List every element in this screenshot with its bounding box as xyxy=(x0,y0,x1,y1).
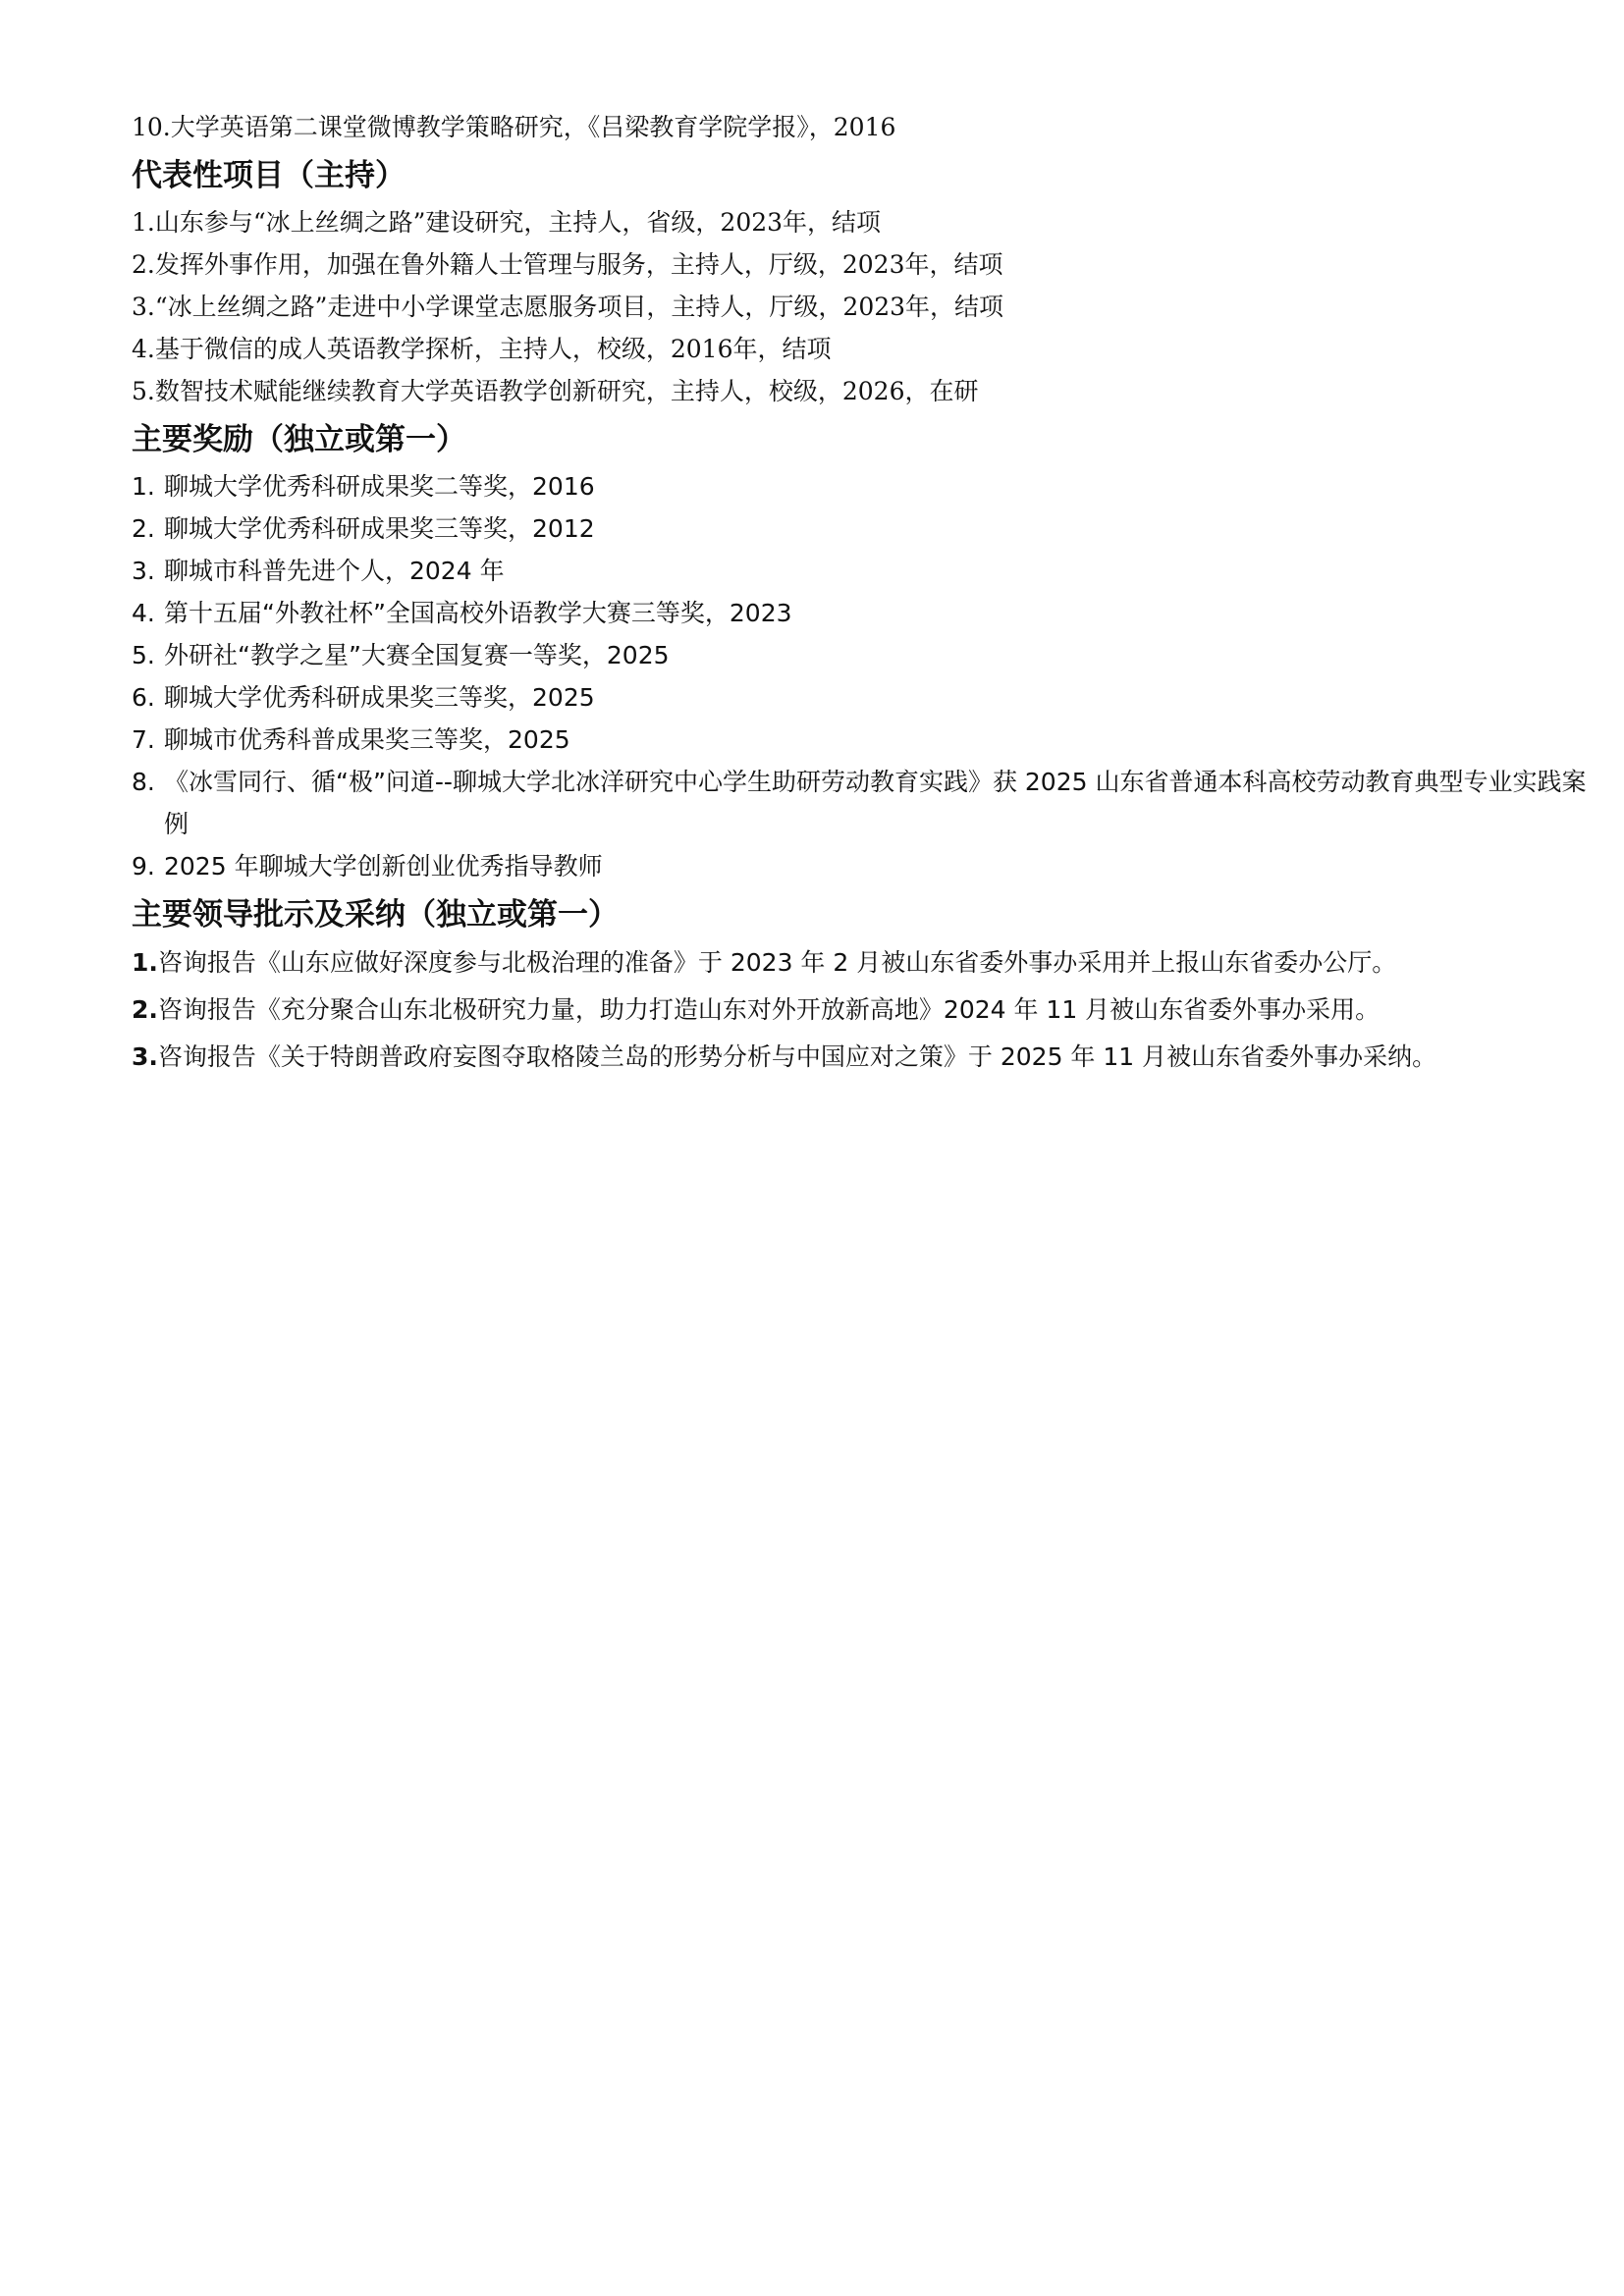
award-item-text: 聊城大学优秀科研成果奖三等奖，2012 xyxy=(164,514,595,543)
award-item-text: 聊城大学优秀科研成果奖二等奖，2016 xyxy=(164,472,595,501)
award-item-text: 第十五届“外教社杯”全国高校外语教学大赛三等奖，2023 xyxy=(164,599,792,627)
project-item xyxy=(132,201,1591,243)
advice-list xyxy=(132,940,1591,1080)
project-item-text: 山东参与“冰上丝绸之路”建设研究，主持人，省级，2023年，结项 xyxy=(154,208,882,237)
advice-item xyxy=(132,940,1591,986)
project-item xyxy=(132,370,1591,412)
project-item-number: 3. xyxy=(132,293,155,321)
award-item-text: 聊城市优秀科普成果奖三等奖，2025 xyxy=(164,725,570,754)
project-item-text: 基于微信的成人英语教学探析，主持人，校级，2016年，结项 xyxy=(154,335,832,363)
project-item-text: 数智技术赋能继续教育大学英语教学创新研究，主持人，校级，2026，在研 xyxy=(154,377,979,405)
paper-item-text: 大学英语第二课堂微博教学策略研究，《吕梁教育学院学报》，2016 xyxy=(170,113,896,141)
award-item xyxy=(132,507,1591,550)
award-item xyxy=(132,676,1591,719)
award-item xyxy=(132,845,1591,887)
advice-item-text: 咨询报告《山东应做好深度参与北极治理的准备》于 2023 年 2 月被山东省委外事办采用并上报山东省委办公厅。 xyxy=(157,948,1397,977)
award-item xyxy=(132,592,1591,634)
award-item xyxy=(132,550,1591,592)
awards-heading: 主要奖励（独立或第一） xyxy=(132,422,466,457)
award-item xyxy=(132,761,1591,845)
award-item-number: 6. xyxy=(132,683,155,712)
awards-list xyxy=(132,465,1591,887)
project-item xyxy=(132,328,1591,370)
award-item-number: 2. xyxy=(132,514,155,543)
document-content xyxy=(132,106,1591,1082)
advice-item-number: 3. xyxy=(132,1042,158,1071)
project-item-number: 5. xyxy=(132,377,155,405)
advice-item-number: 2. xyxy=(132,995,158,1024)
award-item-number: 9. xyxy=(132,852,155,881)
award-item-text: 聊城大学优秀科研成果奖三等奖，2025 xyxy=(164,683,595,712)
award-item-number: 5. xyxy=(132,641,155,669)
award-item-text: 《冰雪同行、循“极”问道--聊城大学北冰洋研究中心学生助研劳动教育实践》获 2025 山东省普通本科高校劳动教育典型专业实践案例 xyxy=(164,768,1587,838)
award-item-number: 8. xyxy=(132,768,155,796)
project-item-text: 发挥外事作用，加强在鲁外籍人士管理与服务，主持人，厅级，2023年，结项 xyxy=(154,250,1003,279)
advice-item-text: 咨询报告《关于特朗普政府妄图夺取格陵兰岛的形势分析与中国应对之策》于 2025 年 11 月被山东省委外事办采纳。 xyxy=(157,1042,1437,1071)
award-item-text: 2025 年聊城大学创新创业优秀指导教师 xyxy=(164,852,603,881)
paper-item xyxy=(132,106,1591,148)
project-item-text: “冰上丝绸之路”走进中小学课堂志愿服务项目，主持人，厅级，2023年，结项 xyxy=(154,293,1004,321)
advice-item xyxy=(132,1035,1591,1080)
project-item-number: 2. xyxy=(132,250,155,279)
award-item xyxy=(132,719,1591,761)
project-item-number: 1. xyxy=(132,208,155,237)
award-item-number: 1. xyxy=(132,472,155,501)
award-item-text: 聊城市科普先进个人，2024 年 xyxy=(164,557,505,585)
award-item-number: 7. xyxy=(132,725,155,754)
projects-list xyxy=(132,201,1591,412)
advice-item-text: 咨询报告《充分聚合山东北极研究力量，助力打造山东对外开放新高地》2024 年 11 月被山东省委外事办采用。 xyxy=(157,995,1380,1024)
advice-item xyxy=(132,988,1591,1033)
award-item-number: 4. xyxy=(132,599,155,627)
award-item-number: 3. xyxy=(132,557,155,585)
advice-heading: 主要领导批示及采纳（独立或第一） xyxy=(132,897,619,933)
project-item-number: 4. xyxy=(132,335,155,363)
project-item xyxy=(132,286,1591,328)
paper-item-number: 10. xyxy=(132,113,171,141)
project-item xyxy=(132,243,1591,286)
award-item-text: 外研社“教学之星”大赛全国复赛一等奖，2025 xyxy=(164,641,670,669)
award-item xyxy=(132,465,1591,507)
projects-heading: 代表性项目（主持） xyxy=(132,158,406,193)
award-item xyxy=(132,634,1591,676)
advice-item-number: 1. xyxy=(132,948,158,977)
